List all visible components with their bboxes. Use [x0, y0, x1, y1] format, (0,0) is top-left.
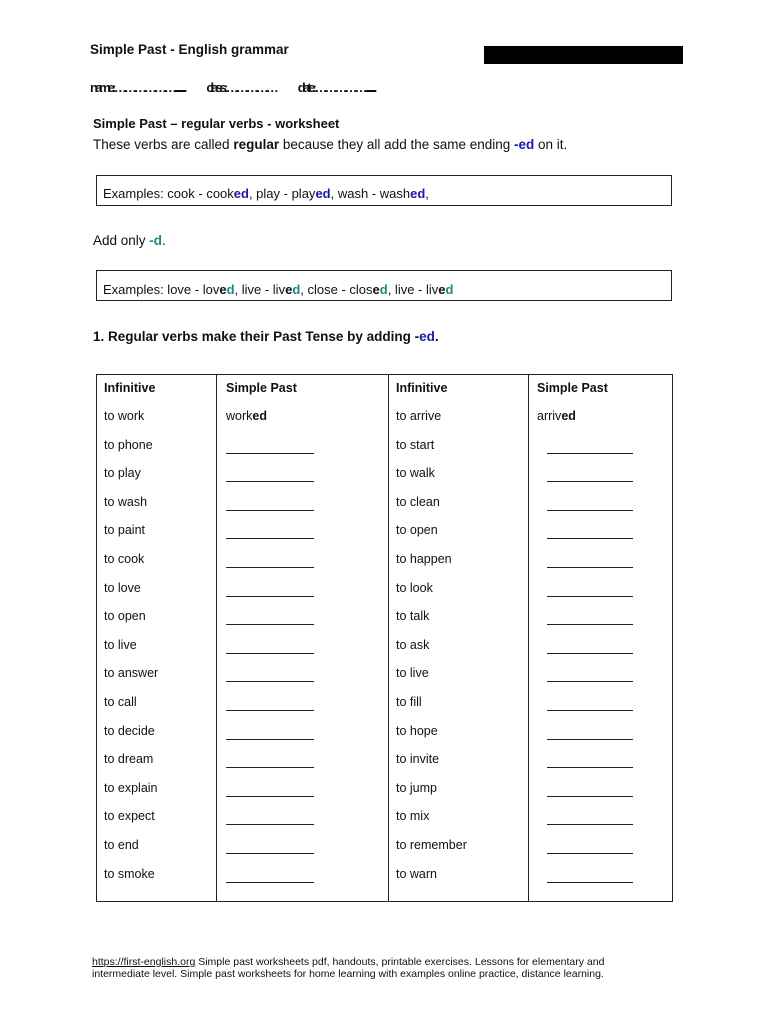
- answer-blank-left[interactable]: [226, 596, 314, 597]
- answer-blank-left[interactable]: [226, 796, 314, 797]
- intro-text: [93, 137, 567, 152]
- infinitive-left: to paint: [104, 523, 146, 538]
- answer-blank-left[interactable]: [226, 453, 314, 454]
- highlight-text: ed: [233, 186, 249, 201]
- highlight-text: e: [285, 282, 293, 297]
- highlight-text: d: [445, 282, 454, 297]
- examples-ed-box: [96, 175, 672, 206]
- text-segment: 1. Regular verbs make their Past Tense by adding -: [93, 329, 420, 344]
- answer-blank-right[interactable]: [547, 567, 633, 568]
- text-segment: ,: [425, 186, 429, 201]
- infinitive-left: to call: [104, 695, 137, 709]
- footer-link[interactable]: https://first-english.org: [92, 956, 196, 968]
- infinitive-right: to arrive: [396, 409, 442, 423]
- redaction-bar: [484, 46, 683, 64]
- column-divider: [388, 375, 389, 901]
- column-divider: [528, 375, 529, 901]
- answer-blank-right[interactable]: [547, 481, 633, 482]
- infinitive-right: to clean: [396, 494, 440, 509]
- infinitive-right: to hope: [396, 723, 438, 738]
- text-segment: , play - play: [248, 186, 316, 201]
- answer-blank-left[interactable]: [226, 824, 314, 825]
- example-answer-worked: [226, 409, 267, 423]
- infinitive-left: to smoke: [104, 866, 155, 881]
- infinitive-right: to walk: [396, 466, 435, 481]
- infinitive-left: to phone: [104, 437, 153, 452]
- answer-blank-right[interactable]: [547, 796, 633, 797]
- add-only-d-text: [93, 233, 166, 248]
- footer-text-1: Simple past worksheets pdf, handouts, printable exercises. Lessons for elementary and: [195, 956, 605, 968]
- date-field[interactable]: date: ……………................: [297, 80, 375, 95]
- text-segment: Examples: love - lov: [103, 282, 220, 297]
- text-segment: .: [434, 329, 439, 344]
- highlight-text: ed: [410, 186, 426, 201]
- infinitive-left: to decide: [104, 723, 155, 738]
- infinitive-left: to play: [104, 466, 141, 481]
- stem: work: [226, 409, 253, 423]
- answer-blank-left[interactable]: [226, 624, 314, 625]
- answer-blank-left[interactable]: [226, 681, 314, 682]
- highlight-text: -d: [149, 233, 163, 248]
- answer-blank-right[interactable]: [547, 882, 633, 883]
- highlight-text: e: [219, 282, 227, 297]
- answer-blank-left[interactable]: [226, 567, 314, 568]
- answer-blank-left[interactable]: [226, 510, 314, 511]
- infinitive-right: to start: [396, 437, 435, 452]
- infinitive-right: to mix: [396, 809, 430, 824]
- text-segment: Examples: cook - cook: [103, 186, 234, 201]
- answer-blank-right[interactable]: [547, 739, 633, 740]
- header-infinitive: Infinitive: [104, 381, 156, 395]
- header-infinitive: Infinitive: [396, 381, 448, 395]
- text-segment: , wash - wash: [330, 186, 411, 201]
- answer-blank-left[interactable]: [226, 653, 314, 654]
- answer-blank-right[interactable]: [547, 681, 633, 682]
- text-segment: .: [162, 233, 166, 248]
- infinitive-right: to warn: [396, 866, 437, 881]
- answer-blank-right[interactable]: [547, 624, 633, 625]
- infinitive-left: to open: [104, 609, 146, 624]
- infinitive-right: to fill: [396, 695, 422, 709]
- footer-text-2: intermediate level. Simple past worksheets for home learning with examples online practice, distance learning.: [92, 968, 604, 980]
- text-segment: These verbs are called: [93, 137, 234, 152]
- text-segment: , close - clos: [300, 282, 373, 297]
- answer-blank-right[interactable]: [547, 824, 633, 825]
- class-field[interactable]: class: ……………: [206, 80, 276, 95]
- examples-d-box: [96, 270, 672, 301]
- header-simple-past: Simple Past: [226, 381, 297, 395]
- infinitive-left: to cook: [104, 552, 145, 566]
- column-divider: [216, 375, 217, 901]
- answer-blank-right[interactable]: [547, 510, 633, 511]
- highlight-text: d: [292, 282, 301, 297]
- highlight-text: e: [438, 282, 446, 297]
- answer-blank-right[interactable]: [547, 538, 633, 539]
- highlight-text: regular: [233, 137, 280, 152]
- example-answer-arrived: [537, 409, 576, 423]
- text-segment: on it.: [534, 137, 568, 152]
- answer-blank-left[interactable]: [226, 882, 314, 883]
- infinitive-right: to remember: [396, 838, 467, 852]
- infinitive-right: to live: [396, 666, 429, 681]
- highlight-text: d: [379, 282, 388, 297]
- infinitive-right: to ask: [396, 637, 430, 652]
- infinitive-right: to jump: [396, 780, 437, 795]
- infinitive-left: to live: [104, 637, 137, 652]
- answer-blank-left[interactable]: [226, 481, 314, 482]
- infinitive-right: to open: [396, 523, 438, 538]
- verb-table: [96, 374, 673, 902]
- answer-blank-left[interactable]: [226, 538, 314, 539]
- infinitive-left: to love: [104, 580, 141, 595]
- worksheet-title: Simple Past – regular verbs - worksheet: [93, 116, 340, 131]
- text-segment: because they all add the same ending: [279, 137, 515, 152]
- infinitive-right: to talk: [396, 609, 430, 624]
- answer-blank-right[interactable]: [547, 853, 633, 854]
- highlight-text: e: [372, 282, 380, 297]
- footer: [92, 956, 682, 980]
- answer-blank-right[interactable]: [547, 453, 633, 454]
- highlight-text: -ed: [514, 137, 535, 152]
- infinitive-left: to dream: [104, 752, 154, 767]
- answer-blank-left[interactable]: [226, 853, 314, 854]
- answer-blank-right[interactable]: [547, 767, 633, 768]
- document-title: Simple Past - English grammar: [90, 42, 289, 57]
- answer-blank-right[interactable]: [547, 596, 633, 597]
- name-field[interactable]: name: ……………….................: [90, 80, 185, 95]
- stem: arriv: [537, 409, 562, 423]
- infinitive-left: to wash: [104, 494, 148, 509]
- infinitive-left: to explain: [104, 780, 158, 795]
- infinitive-left: to work: [104, 409, 145, 423]
- ending: ed: [561, 409, 576, 423]
- highlight-text: ed: [315, 186, 331, 201]
- answer-blank-left[interactable]: [226, 739, 314, 740]
- highlight-text: d: [226, 282, 235, 297]
- answer-blank-right[interactable]: [547, 710, 633, 711]
- text-segment: Add only: [93, 233, 150, 248]
- text-segment: , live - liv: [387, 282, 439, 297]
- text-segment: , live - liv: [234, 282, 286, 297]
- infinitive-left: to expect: [104, 809, 155, 824]
- infinitive-right: to look: [396, 580, 433, 595]
- infinitive-right: to happen: [396, 552, 452, 566]
- answer-blank-left[interactable]: [226, 767, 314, 768]
- answer-blank-left[interactable]: [226, 710, 314, 711]
- task-1-heading: [93, 329, 439, 344]
- ending: ed: [252, 409, 267, 423]
- highlight-text: ed: [419, 329, 435, 344]
- infinitive-right: to invite: [396, 752, 440, 767]
- infinitive-left: to answer: [104, 666, 159, 681]
- answer-blank-right[interactable]: [547, 653, 633, 654]
- infinitive-left: to end: [104, 838, 139, 852]
- header-simple-past: Simple Past: [537, 381, 608, 395]
- student-info-fields: [90, 80, 690, 95]
